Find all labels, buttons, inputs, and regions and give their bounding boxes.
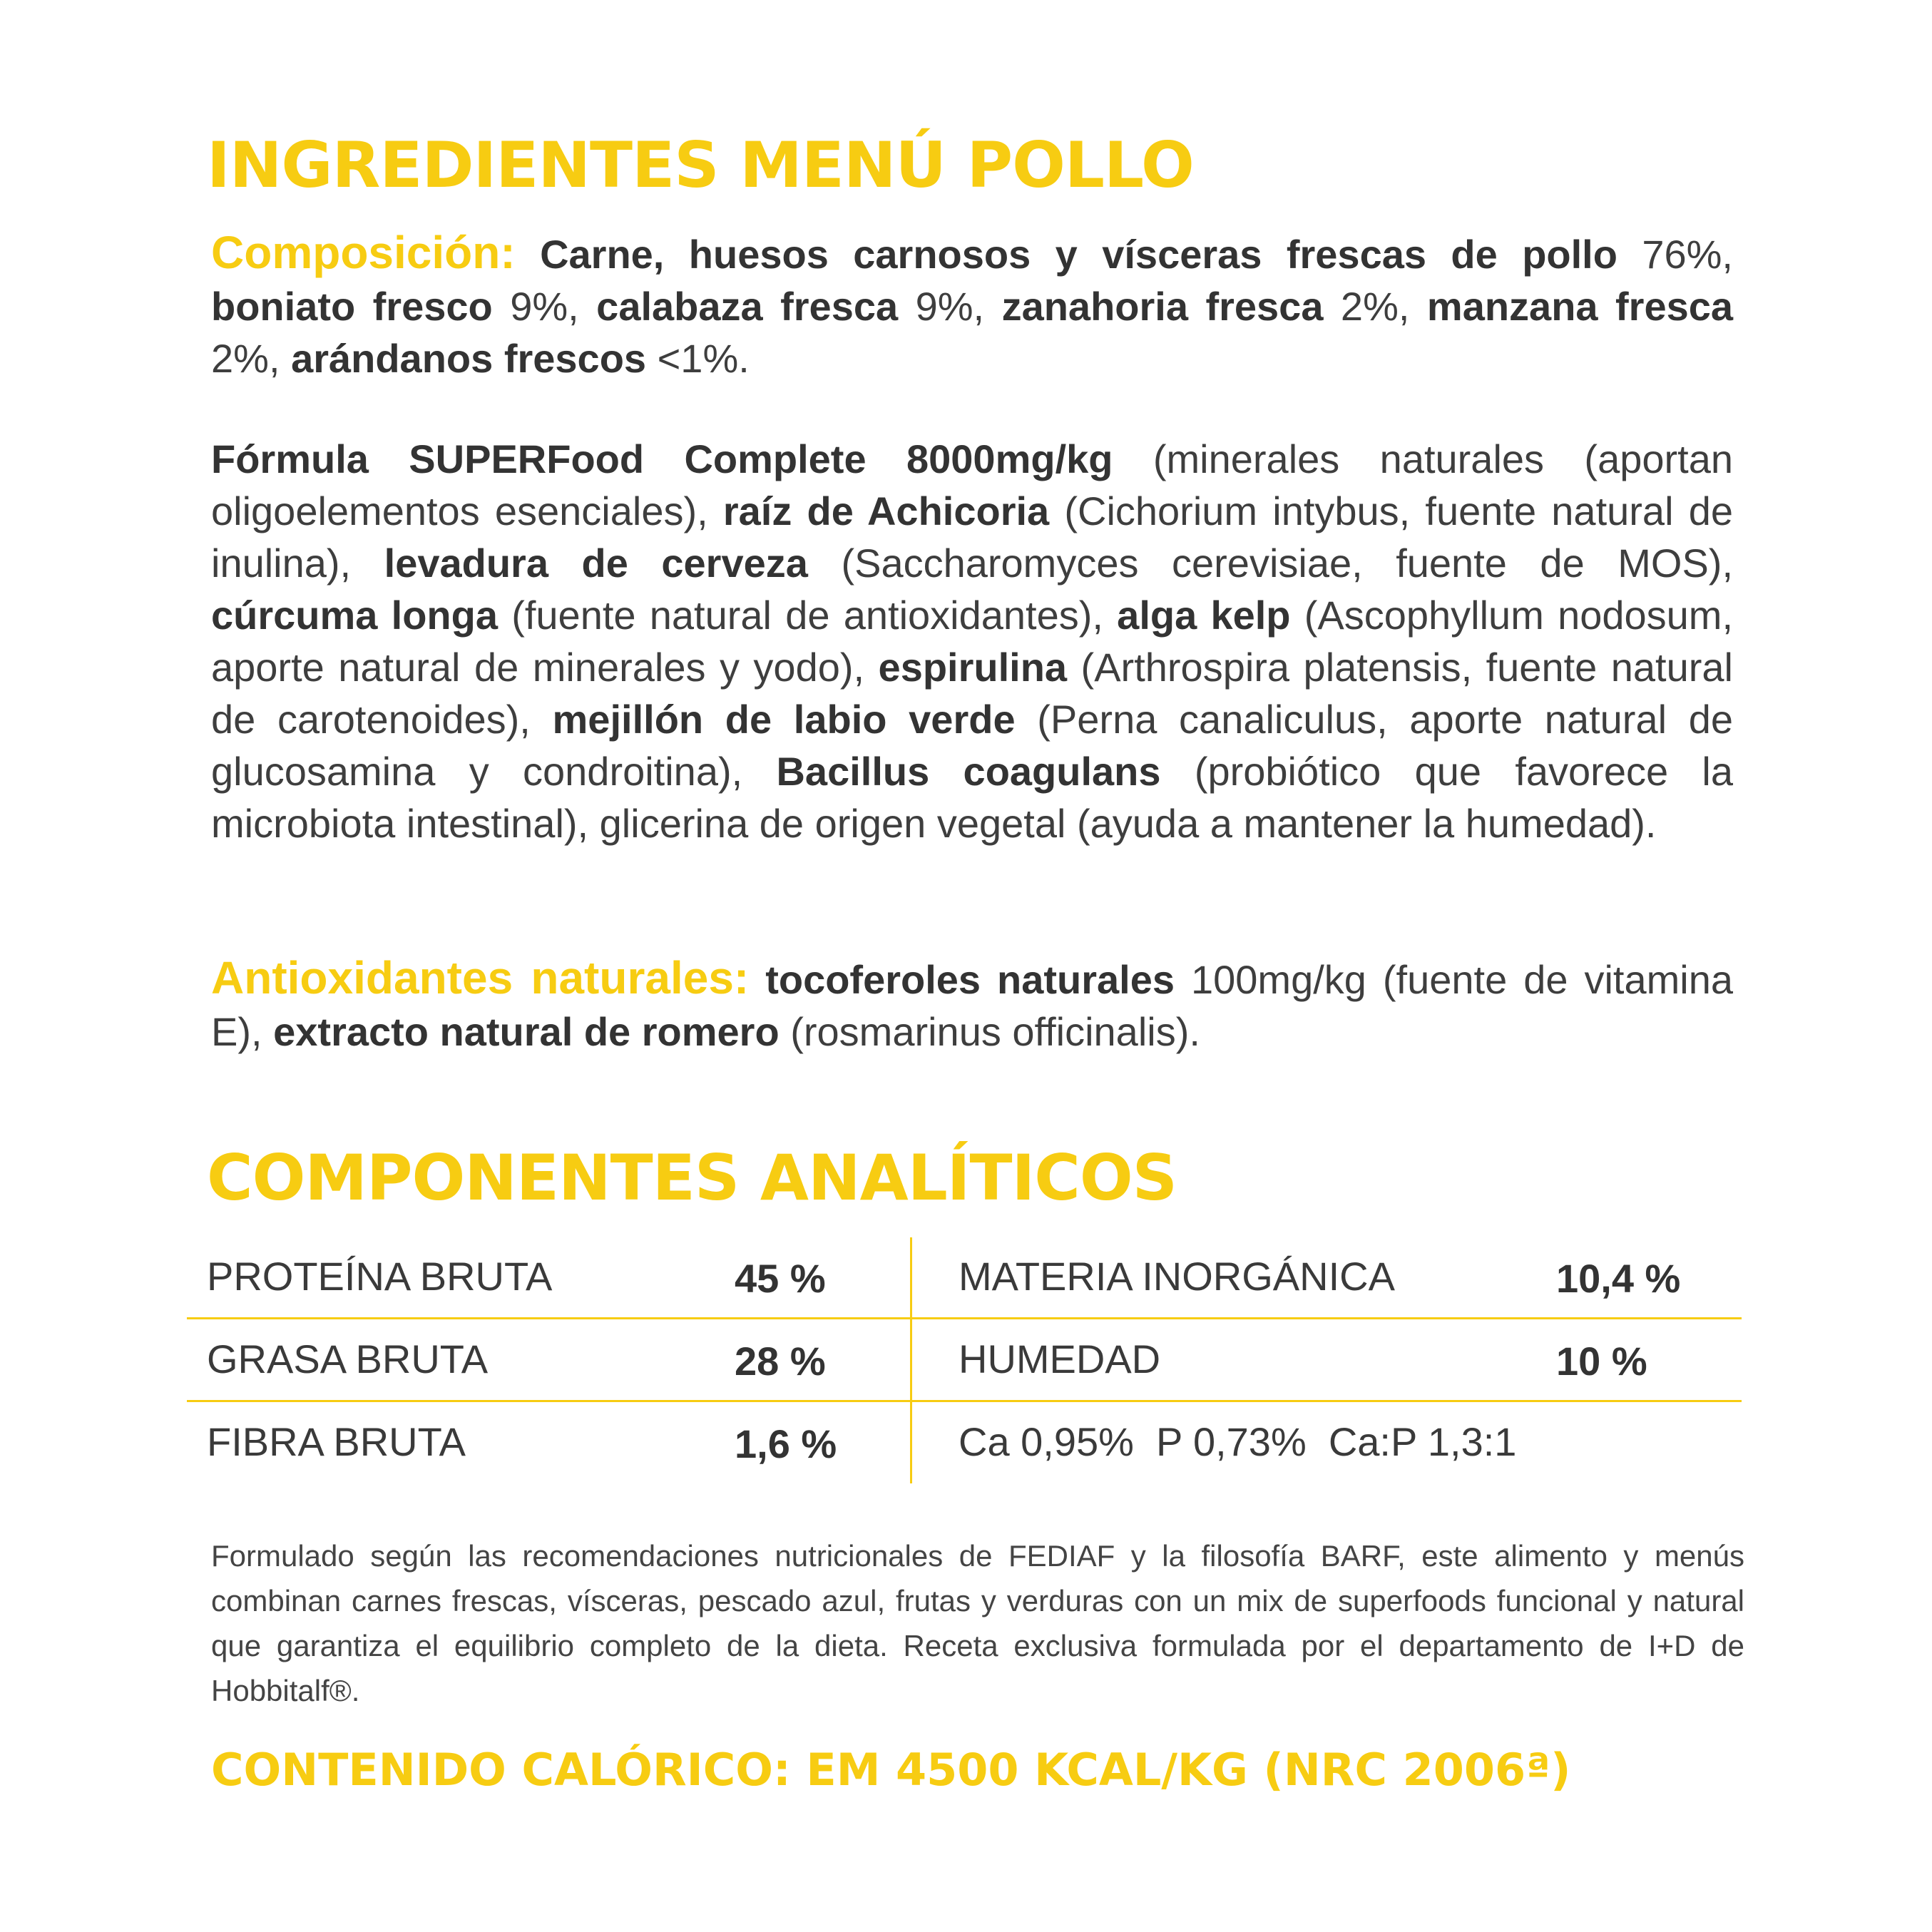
analytic-value: 10 % [1556,1339,1647,1384]
analytic-title: COMPONENTES ANALÍTICOS [207,1141,1177,1215]
analytic-label: HUMEDAD [959,1336,1161,1381]
formula-term: Fórmula SUPERFood Complete 8000mg/kg [211,436,1113,481]
ingredient-pct: 2%, [211,336,280,381]
ingredient-name: boniato fresco [211,284,493,329]
formula-desc: (Perna canaliculus, aporte natural de glucosamina y condroitina), [211,697,1733,794]
antioxidants-paragraph [211,952,1733,1058]
formula-term: levadura de cerveza [384,541,808,586]
antioxidants-label: Antioxidantes naturales: [211,952,750,1003]
minerals-ratio: Ca 0,95% P 0,73% Ca:P 1,3:1 [959,1419,1517,1464]
antioxidant-term: tocoferoles naturales [765,957,1175,1002]
analytic-value: 28 % [735,1339,826,1384]
analytic-value: 10,4 % [1556,1256,1681,1301]
antioxidant-desc: (rosmarinus officinalis). [779,1009,1200,1054]
formula-term: mejillón de labio verde [552,697,1016,742]
formula-paragraph [211,433,1733,849]
analytic-label: PROTEÍNA BRUTA [207,1254,553,1299]
ingredient-pct: 9%, [492,284,579,329]
analytic-label: MATERIA INORGÁNICA [959,1254,1395,1299]
formula-desc: (Saccharomyces cerevisiae, fuente de MOS), [807,541,1734,586]
ingredient-pct: 2%, [1323,284,1410,329]
antioxidant-desc: 100mg/kg (fuente de vitamina E), [211,957,1734,1054]
formula-desc: (fuente natural de antioxidantes), [497,593,1118,638]
composition-paragraph [211,227,1733,384]
ingredient-name: calabaza fresca [596,284,899,329]
formula-term: raíz de Achicoria [722,489,1050,533]
row-divider [187,1400,1742,1402]
analytic-table [187,1237,1742,1483]
analytic-value: 1,6 % [735,1421,837,1466]
formula-term: espirulina [878,645,1068,690]
ingredient-name: zanahoria fresca [1001,284,1324,329]
formulation-note: Formulado según las recomendaciones nutricionales de FEDIAF y la filosofía BARF, este alimento y menús combinan carnes frescas, vísceras, pescado azul, frutas y verduras con un mix de superfoods funcional y natural que garantiza el equilibrio completo de la dieta. Receta exclusiva formulada por el departamento de I+D de Hobbitalf®. [211,1539,1744,1707]
ingredient-pct: 9%, [898,284,985,329]
formula-desc: (minerales naturales (aportan oligoelementos esenciales), [211,436,1734,533]
formula-term: alga kelp [1117,593,1291,638]
row-divider [187,1317,1742,1319]
formula-desc: (Arthrospira platensis, fuente natural de carotenoides), [211,645,1733,742]
composition-label: Composición: [211,227,516,278]
caloric-content: CONTENIDO CALÓRICO: EM 4500 KCAL/KG (NRC 2006ª) [211,1744,1571,1796]
formula-desc: (Ascophyllum nodosum, aporte natural de minerales y yodo), [211,593,1733,690]
analytic-label: FIBRA BRUTA [207,1419,466,1464]
formula-term: Bacillus coagulans [776,749,1161,794]
analytic-value: 45 % [735,1256,826,1301]
ingredient-pct: <1%. [646,336,750,381]
column-divider [910,1237,912,1483]
formula-desc: (probiótico que favorece la microbiota intestinal), glicerina de origen vegetal (ayuda a mantener la humedad). [211,749,1733,846]
formula-desc: (Cichorium intybus, fuente natural de inulina), [211,489,1733,586]
ingredients-title: INGREDIENTES MENÚ POLLO [207,128,1194,202]
antioxidant-term: extracto natural de romero [273,1009,780,1054]
ingredient-name: manzana fresca [1426,284,1734,329]
ingredient-name: arándanos frescos [291,336,647,381]
ingredient-pct: 76%, [1617,232,1733,277]
formula-term: cúrcuma longa [211,593,498,638]
ingredient-name: Carne, huesos carnosos y vísceras frescas de pollo [540,232,1617,277]
analytic-label: GRASA BRUTA [207,1336,489,1381]
